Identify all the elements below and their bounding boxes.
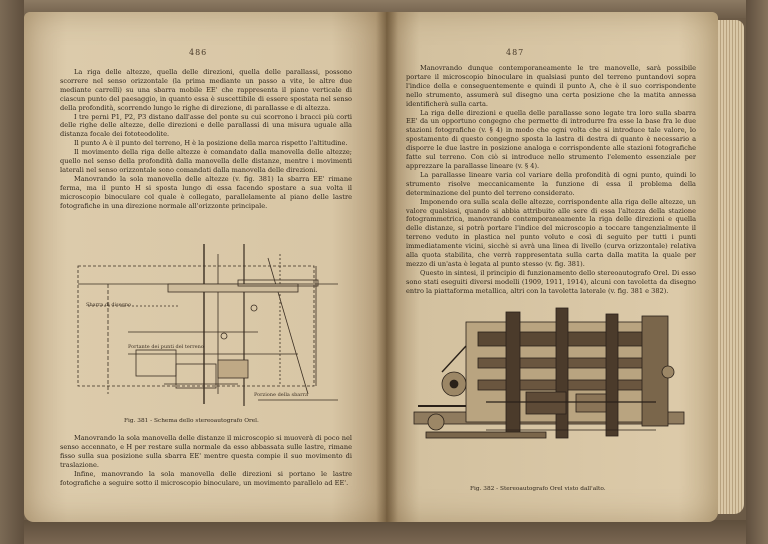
left-text-bottom [60,434,352,498]
page-edges [718,20,744,514]
page-number: 487 [506,48,525,57]
figure-label: Portante dei punti del terreno [128,344,204,350]
paragraph: Manovrando dunque contemporaneamente le tre manovelle, sarà possibile portare il microscopio binoculare in qualsiasi punto del terreno puntandovi sopra l'indice della e conseguentemente e quindi il punto A, che è il suo corrispondente nello strumento, assumerà sul disegno una certa posizione che la matita annessa identificherà sulla carta. [406,64,696,108]
figure-caption: Fig. 381 - Schema dello stereoautografo Orel. [124,418,259,424]
paragraph: Il movimento della riga delle altezze è comandato dalla manovella delle altezze; quello nel senso della profondità dalla manovella delle distanze, mentre i movimenti laterali nel senso orizzontale sono comandati dalla manovella delle direzioni. [60,148,352,174]
machine-engraving [406,302,688,480]
figure-label: Porzione della sbarra [254,392,309,398]
paragraph: La riga delle altezze, quella delle direzioni, quella delle parallassi, possono scorrere nel senso orizzontale (la prima mediante un passo a vite, le altre due mediante carrelli) su una sbarra mobile EE' che rappresenta il piano verticale di ciascun punto del paesaggio, in quanto essa è suscettibile di essere spostata nel senso della profondità, scorrendo lungo le righe di direzione, di parallasse e di altezza. [60,68,352,112]
right-page [386,12,718,522]
schematic-diagram [68,244,350,414]
paragraph: Imponendo ora sulla scala delle altezze, corrispondente alla riga delle altezze, un valore qualsiasi, quando si abbia attribuito alle sere di essa l'altezza della stazione fotogrammetrica, manovrando contemporaneamente la riga delle direzioni e quella delle distanze, si potrà portare l'indice del microscopio a toccare tangenzialmente il terreno veduto in plastica nel punto voluto e così di seguito per tutti i punti immediatamente vicini, sicchè si avrà una linea di livello (curva orizzontale) relativa alla quota stabilita, che verrà rappresentata sulla carta dalla matita la quale per mezzo di un'asta è legata al punto stesso (v. fig. 381). [406,197,696,268]
book-gutter [376,12,398,522]
left-page [24,12,386,522]
figure-label: Sbarra di disegno [86,302,132,308]
paragraph: Manovrando la sola manovella delle altezze (v. fig. 381) la sbarra EE' rimane ferma, ma il punto H si sposta lungo di essa facendo spostare a sua volta il microscopio binoculare col quale è collegato, parallelamente al piano delle lastre fotografiche in una direzione normale all'orizzonte principale. [60,174,352,210]
open-book [14,12,754,532]
paragraph: Infine, manovrando la sola manovella delle direzioni si portano le lastre fotografiche a seguire sotto il microscopio binoculare, un movimento parallelo ad EE'. [60,469,352,487]
paragraph: I tre perni P1, P2, P3 distano dall'asse del ponte su cui scorrono i bracci più corti delle righe delle altezze, delle direzioni e delle parallassi di una misura uguale alla distanza focale dei fototeodolite. [60,112,352,139]
paragraph: Questo in sintesi, il principio di funzionamento dello stereoautografo Orel. Di esso sono stati eseguiti diversi modelli (1909, 1911, 1914), alcuni con tavoletta da disegno entro la piattaforma metallica, altri con la tavoletta laterale (v. fig. 381 e 382). [406,268,696,295]
right-text-top [406,64,696,310]
paragraph: La riga delle direzioni e quella delle parallasse sono legate tra loro sulla sbarra EE' da un opportuno congegno che permette di introdurre fra esse la base fra le due stazioni fotografiche (v. § 4) in modo che ogni volta che si introduce tale valore, lo spostamento di questo congegno sposta la lastra di destra di quanto è necessario a disporre le due lastre in posizione analoga e corrispondente alle stazioni fotografiche fatte sul terreno. Con ciò si introduce nello strumento l'elemento essenziale per apprezzare la parallasse lineare (v. § 4). [406,108,696,170]
paragraph: La parallasse lineare varia col variare della profondità di ogni punto, quindi lo strumento risolve meccanicamente la funzione di essa il problema della determinazione del punto del terreno considerato. [406,170,696,197]
figure-caption: Fig. 382 - Stereoautografo Orel visto dall'alto. [470,486,606,492]
paragraph: Manovrando la sola manovella delle distanze il microscopio si muoverà di poco nel senso accennato, e H per restare sulla normale da esso abbassata sulle lastre, rimane fisso sulla sua posizione sulla sbarra EE' mentre questa compie il suo movimento di traslazione. [60,434,352,469]
page-number: 486 [189,48,208,57]
paragraph: Il punto A è il punto del terreno, H è la posizione della marca rispetto l'altitudine. [74,139,348,148]
